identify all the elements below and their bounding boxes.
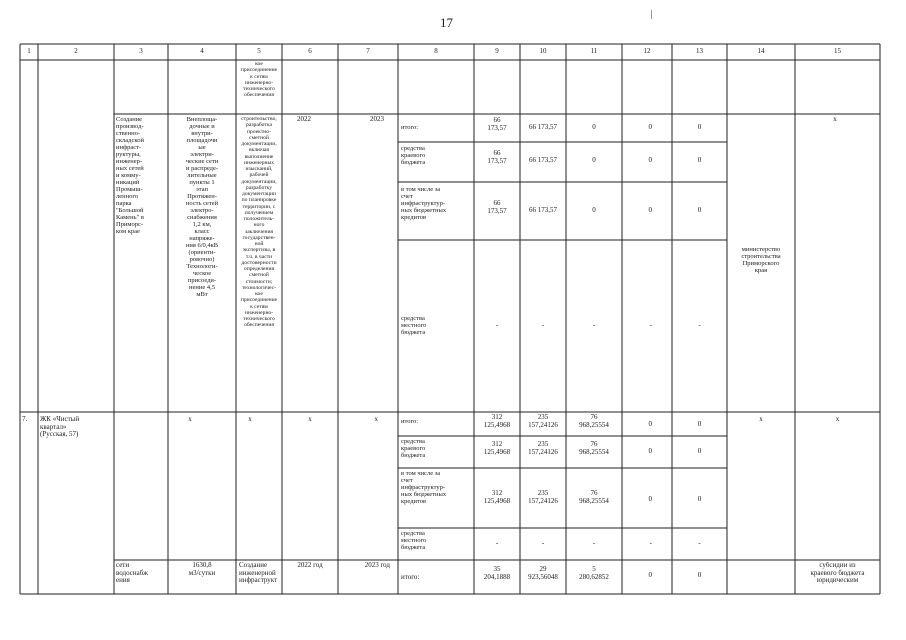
- amount-col10: -: [541, 540, 545, 547]
- amount-col9: 35 204,1888: [483, 566, 511, 581]
- header-col-8: 8: [434, 48, 438, 55]
- amount-col11: -: [592, 540, 596, 547]
- col15-mark: x: [835, 416, 840, 423]
- header-col-9: 9: [495, 48, 499, 55]
- amount-col13: 0: [697, 496, 702, 503]
- funding-source-label: итого:: [401, 418, 419, 425]
- amount-col10: -: [541, 322, 545, 329]
- amount-col10: 66 173,57: [529, 124, 557, 131]
- funding-source-label: средства краевого бюджета: [401, 145, 426, 167]
- header-col-12: 12: [643, 48, 651, 55]
- object-name: сети водоснабж ения: [116, 562, 148, 585]
- amount-col12: 0: [648, 448, 652, 455]
- amount-col9: 312 125,4968: [483, 441, 511, 456]
- end-year: 2023 год: [364, 562, 390, 569]
- continued-works-text: кое присоединение к сетям инженерно- технического обеспечения: [240, 61, 278, 99]
- col15-mark: x: [833, 116, 837, 123]
- start-year: 2022: [297, 116, 311, 123]
- row-number: 7.: [22, 416, 28, 423]
- amount-col11: 0: [592, 124, 596, 131]
- col14-mark: x: [759, 416, 763, 423]
- amount-col10: 29 923,56048: [528, 566, 558, 581]
- amount-col10: 66 173,57: [529, 157, 557, 164]
- amount-col12: -: [649, 322, 652, 329]
- header-col-1: 1: [27, 48, 31, 55]
- amount-col9: 66 173,57: [487, 150, 507, 165]
- responsible-body: министерство строительства Приморского края: [741, 246, 781, 275]
- amount-col11: 76 968,25554: [579, 490, 609, 505]
- header-col-4: 4: [200, 48, 204, 55]
- amount-col13: 0: [697, 421, 702, 428]
- amount-col12: 0: [648, 207, 652, 214]
- funding-source-label: итого:: [401, 574, 420, 581]
- amount-col13: 0: [697, 448, 702, 455]
- amount-col13: -: [698, 322, 701, 329]
- funding-source-label: итого:: [401, 124, 419, 131]
- col4-mark: x: [188, 416, 192, 423]
- works-description: Создание инженерной инфраструкт: [239, 562, 278, 585]
- object-capacity: Внеплоща- дочные и внутри- площадочн ые электри- ческие сети и распреде- лительные пункты 1 этап Протяжен- ность сетей электро- снабжения 1,2 км, класс напряже- ния 6/0,4кВ (ориенти- ровочно) Технологи- ческое присоеди- нение 4,5 мВт: [185, 116, 219, 299]
- col6-mark: x: [308, 416, 312, 423]
- amount-col9: -: [495, 540, 499, 547]
- amount-col11: 76 968,25554: [579, 414, 609, 429]
- amount-col9: 312 125,4968: [483, 414, 511, 429]
- amount-col11: 0: [592, 157, 596, 164]
- object-name: ЖК «Чистый квартал» (Русская, 57): [40, 416, 80, 439]
- end-year: 2023: [370, 116, 384, 123]
- funding-source-label: средства местного бюджета: [401, 315, 427, 337]
- header-col-14: 14: [757, 48, 765, 55]
- funding-source-label: средства местного бюджета: [401, 530, 427, 552]
- amount-col11: 5 280,62852: [579, 566, 609, 581]
- amount-col13: 0: [697, 207, 702, 214]
- amount-col11: 76 968,25554: [579, 441, 609, 456]
- page-number: 17: [440, 15, 453, 30]
- amount-col13: 0: [697, 124, 702, 131]
- amount-col13: 0: [697, 157, 702, 164]
- col15-note: субсидии из краевого бюджета юридическим: [810, 562, 865, 585]
- amount-col9: 66 173,57: [487, 117, 507, 132]
- amount-col12: 0: [648, 421, 652, 428]
- amount-col10: 235 157,24126: [528, 441, 558, 456]
- amount-col13: 0: [697, 572, 702, 579]
- header-col-2: 2: [74, 48, 78, 55]
- amount-col10: 235 157,24126: [528, 490, 558, 505]
- funding-source-label: в том числе за счет инфраструктур- ных бюджетных кредитов: [401, 470, 447, 506]
- header-col-10: 10: [539, 48, 547, 55]
- amount-col11: 0: [592, 207, 596, 214]
- amount-col12: 0: [648, 496, 652, 503]
- amount-col13: -: [698, 540, 701, 547]
- header-col-13: 13: [696, 48, 703, 55]
- header-col-15: 15: [834, 48, 841, 55]
- amount-col10: 235 157,24126: [528, 414, 558, 429]
- amount-col9: -: [495, 322, 499, 329]
- amount-col9: 312 125,4968: [483, 490, 511, 505]
- object-name: Создание производ- ственно- складской инфраст- руктуры, инженер- ных сетей и комму- никаций Промыш- ленного парка "Большой Камень" в Приморс- ком крае: [116, 116, 144, 236]
- works-description: строительство, разработка проектно- сметной документации, включая выполнение инженерных изысканий, рабочей документации, разработку документации по планировке территории, с получением положитель- ного заключения государствен- ной экспертизы, в т.ч. в части достоверности определения сметной стоимости; технологичес- кое присоединение к сетям инженерно- технического обеспечения: [240, 116, 278, 329]
- amount-col12: 0: [648, 124, 652, 131]
- header-col-11: 11: [590, 48, 598, 55]
- header-col-7: 7: [366, 48, 370, 55]
- funding-source-label: средства краевого бюджета: [401, 438, 426, 460]
- col7-mark: x: [374, 416, 378, 423]
- header-col-5: 5: [257, 48, 261, 55]
- amount-col12: 0: [648, 572, 652, 579]
- amount-col12: 0: [648, 157, 652, 164]
- amount-col11: -: [592, 322, 596, 329]
- col5-mark: x: [248, 416, 252, 423]
- funding-source-label: в том числе за счет инфраструктур- ных бюджетных кредитов: [401, 186, 447, 222]
- header-col-3: 3: [139, 48, 143, 55]
- amount-col10: 66 173,57: [529, 207, 557, 214]
- amount-col12: -: [649, 540, 652, 547]
- header-col-6: 6: [308, 48, 312, 55]
- amount-col9: 66 173,57: [487, 200, 507, 215]
- start-year: 2022 год: [297, 562, 323, 569]
- object-capacity: 1630,8 м3/сутки: [188, 562, 216, 577]
